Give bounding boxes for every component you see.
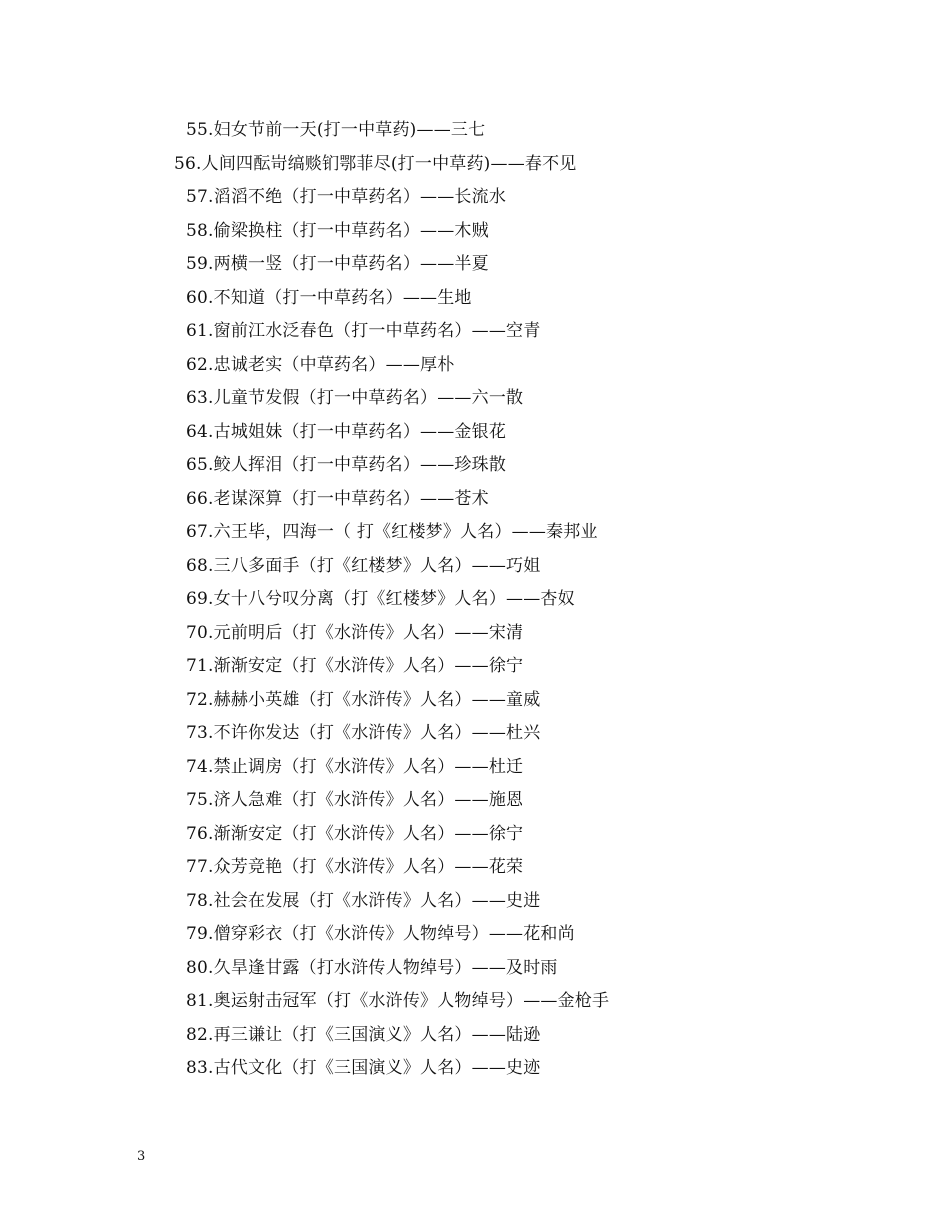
- riddle-line-59: 59.两横一竖（打一中草药名）——半夏: [186, 254, 489, 274]
- riddle-line-69: 69.女十八兮叹分离（打《红楼梦》人名）——杏奴: [186, 589, 575, 609]
- riddle-line-81: 81.奥运射击冠军（打《水浒传》人物绰号）——金枪手: [186, 991, 610, 1011]
- riddle-line-60: 60.不知道（打一中草药名）——生地: [186, 287, 472, 308]
- riddle-line-70: 70.元前明后（打《水浒传》人名）——宋清: [186, 622, 524, 643]
- riddle-line-72: 72.赫赫小英雄（打《水浒传》人名）——童威: [186, 689, 541, 710]
- riddle-line-62: 62.忠诚老实（中草药名）——厚朴: [186, 354, 455, 375]
- riddle-line-66: 66.老谋深算（打一中草药名）——苍术: [186, 488, 489, 509]
- riddle-line-63: 63.儿童节发假（打一中草药名）——六一散: [186, 388, 524, 408]
- riddle-line-75: 75.济人急难（打《水浒传》人名）——施恩: [186, 790, 524, 810]
- riddle-line-55: 55.妇女节前一天(打一中草药)——三七: [186, 120, 486, 140]
- riddle-line-82: 82.再三谦让（打《三国演义》人名）——陆逊: [186, 1024, 541, 1045]
- riddle-line-77: 77.众芳竞艳（打《水浒传》人名）——花荣: [186, 857, 524, 877]
- riddle-line-67: 67.六王毕，四海一（ 打《红楼梦》人名）——秦邦业: [186, 522, 598, 542]
- riddle-line-79: 79.僧穿彩衣（打《水浒传》人物绰号）——花和尚: [186, 924, 575, 944]
- riddle-line-68: 68.三八多面手（打《红楼梦》人名）——巧姐: [186, 555, 541, 576]
- riddle-line-61: 61.窗前江水泛春色（打一中草药名）——空青: [186, 321, 541, 341]
- riddle-list: [0, 114, 950, 1086]
- riddle-line-64: 64.古城姐妹（打一中草药名）——金银花: [186, 421, 507, 442]
- riddle-line-65: 65.鲛人挥泪（打一中草药名）——珍珠散: [186, 455, 507, 475]
- riddle-line-56: 56.人间四酝岢缟赕钔鄂菲尽(打一中草药)——春不见: [174, 153, 577, 174]
- riddle-line-74: 74.禁止调房（打《水浒传》人名）——杜迁: [186, 756, 524, 777]
- riddle-line-57: 57.滔滔不绝（打一中草药名）——长流水: [186, 187, 507, 207]
- riddle-line-83: 83.古代文化（打《三国演义》人名）——史迹: [186, 1058, 541, 1078]
- riddle-line-76: 76.渐渐安定（打《水浒传》人名）——徐宁: [186, 823, 524, 844]
- riddle-line-73: 73.不许你发达（打《水浒传》人名）——杜兴: [186, 723, 541, 743]
- riddle-line-58: 58.偷梁换柱（打一中草药名）——木贼: [186, 220, 489, 241]
- riddle-line-71: 71.渐渐安定（打《水浒传》人名）——徐宁: [186, 656, 524, 676]
- riddle-line-80: 80.久旱逢甘露（打水浒传人物绰号）——及时雨: [186, 957, 558, 978]
- page-number: 3: [137, 1149, 146, 1164]
- riddle-line-78: 78.社会在发展（打《水浒传》人名）——史进: [186, 890, 541, 911]
